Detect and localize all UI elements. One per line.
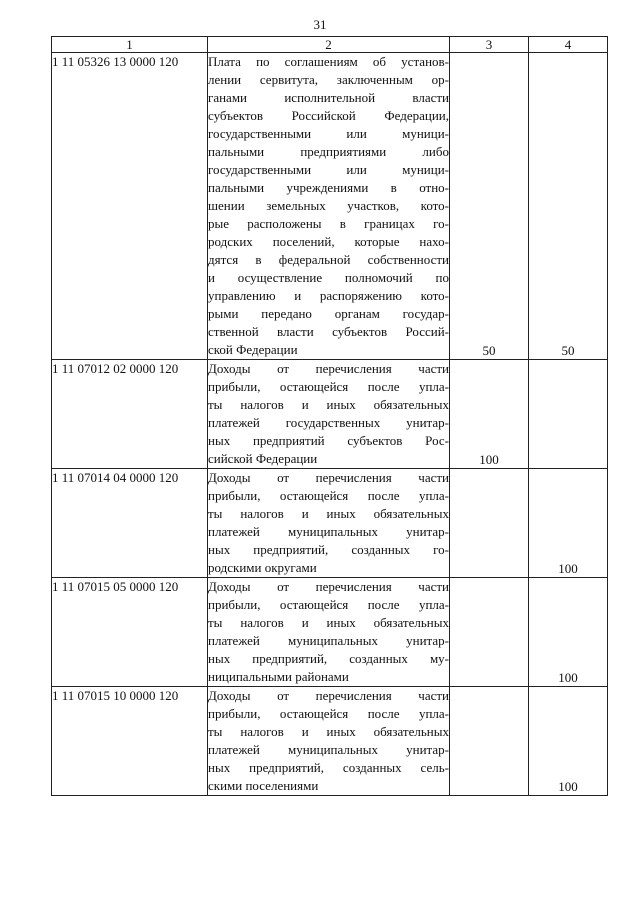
description-line: субъектов Российской Федерации,	[208, 108, 449, 123]
description-line: Доходы от перечисления части	[208, 470, 449, 485]
description-line: родских поселений, которые нахо-	[208, 234, 449, 249]
value-column-3: 100	[450, 360, 529, 469]
column-header-2: 2	[208, 37, 450, 53]
value-column-3: 50	[450, 53, 529, 360]
value-column-4: 100	[529, 469, 608, 578]
description-line: рые расположены в границах го-	[208, 216, 449, 231]
description-line: и осуществление полномочий по	[208, 270, 449, 285]
revenue-code: 1 11 05326 13 0000 120	[52, 53, 208, 360]
description-line: прибыли, остающейся после упла-	[208, 379, 449, 394]
description-line: ных предприятий, созданных го-	[208, 542, 449, 557]
revenue-code: 1 11 07015 05 0000 120	[52, 578, 208, 687]
description-line: ты налогов и иных обязательных	[208, 615, 449, 630]
description-line: прибыли, остающейся после упла-	[208, 488, 449, 503]
description-line: ных предприятий, созданных сель-	[208, 760, 449, 775]
value-column-3	[450, 578, 529, 687]
description-line: платежей муниципальных унитар-	[208, 633, 449, 648]
description-line: ственной власти субъектов Россий-	[208, 324, 449, 339]
description-line: Доходы от перечисления части	[208, 688, 449, 703]
table-row	[52, 360, 608, 469]
revenue-description	[208, 360, 450, 469]
description-line: ты налогов и иных обязательных	[208, 506, 449, 521]
description-line: прибыли, остающейся после упла-	[208, 597, 449, 612]
table-row	[52, 469, 608, 578]
description-line: дятся в федеральной собственности	[208, 252, 449, 267]
description-line: рыми передано органам государ-	[208, 306, 449, 321]
page-number: 31	[313, 17, 327, 32]
description-line: ниципальными районами	[208, 669, 349, 684]
description-line: ных предприятий, созданных му-	[208, 651, 449, 666]
description-line: ных предприятий субъектов Рос-	[208, 433, 449, 448]
description-line: лении сервитута, заключенным ор-	[208, 72, 449, 87]
table-header-row	[52, 37, 608, 53]
description-line: ты налогов и иных обязательных	[208, 397, 449, 412]
description-line: скими поселениями	[208, 778, 319, 793]
column-header-4: 4	[529, 37, 608, 53]
value-column-4: 100	[529, 578, 608, 687]
value-column-4: 100	[529, 687, 608, 796]
table-row	[52, 687, 608, 796]
description-line: шении земельных участков, кото-	[208, 198, 449, 213]
description-line: ты налогов и иных обязательных	[208, 724, 449, 739]
revenue-description	[208, 469, 450, 578]
table-body	[52, 53, 608, 796]
description-line: Доходы от перечисления части	[208, 361, 449, 376]
table-row	[52, 578, 608, 687]
revenue-code: 1 11 07015 10 0000 120	[52, 687, 208, 796]
description-line: платежей муниципальных унитар-	[208, 524, 449, 539]
value-column-4: 50	[529, 53, 608, 360]
table-row	[52, 53, 608, 360]
value-column-4	[529, 360, 608, 469]
revenue-description	[208, 578, 450, 687]
column-header-1: 1	[52, 37, 208, 53]
description-line: государственными или муници-	[208, 126, 449, 141]
revenue-description	[208, 687, 450, 796]
revenue-description	[208, 53, 450, 360]
description-line: ской Федерации	[208, 342, 298, 357]
description-line: платежей государственных унитар-	[208, 415, 449, 430]
description-line: Доходы от перечисления части	[208, 579, 449, 594]
description-line: пальными учреждениями в отно-	[208, 180, 449, 195]
description-line: сийской Федерации	[208, 451, 318, 466]
revenue-code: 1 11 07012 02 0000 120	[52, 360, 208, 469]
value-column-3	[450, 469, 529, 578]
revenue-code: 1 11 07014 04 0000 120	[52, 469, 208, 578]
value-column-3	[450, 687, 529, 796]
description-line: прибыли, остающейся после упла-	[208, 706, 449, 721]
description-line: государственными или муници-	[208, 162, 449, 177]
description-line: родскими округами	[208, 560, 317, 575]
column-header-3: 3	[450, 37, 529, 53]
description-line: Плата по соглашениям об установ-	[208, 54, 449, 69]
description-line: управлению и распоряжению кото-	[208, 288, 449, 303]
description-line: пальными предприятиями либо	[208, 144, 449, 159]
description-line: платежей муниципальных унитар-	[208, 742, 449, 757]
budget-revenue-table	[51, 36, 608, 796]
description-line: ганами исполнительной власти	[208, 90, 449, 105]
